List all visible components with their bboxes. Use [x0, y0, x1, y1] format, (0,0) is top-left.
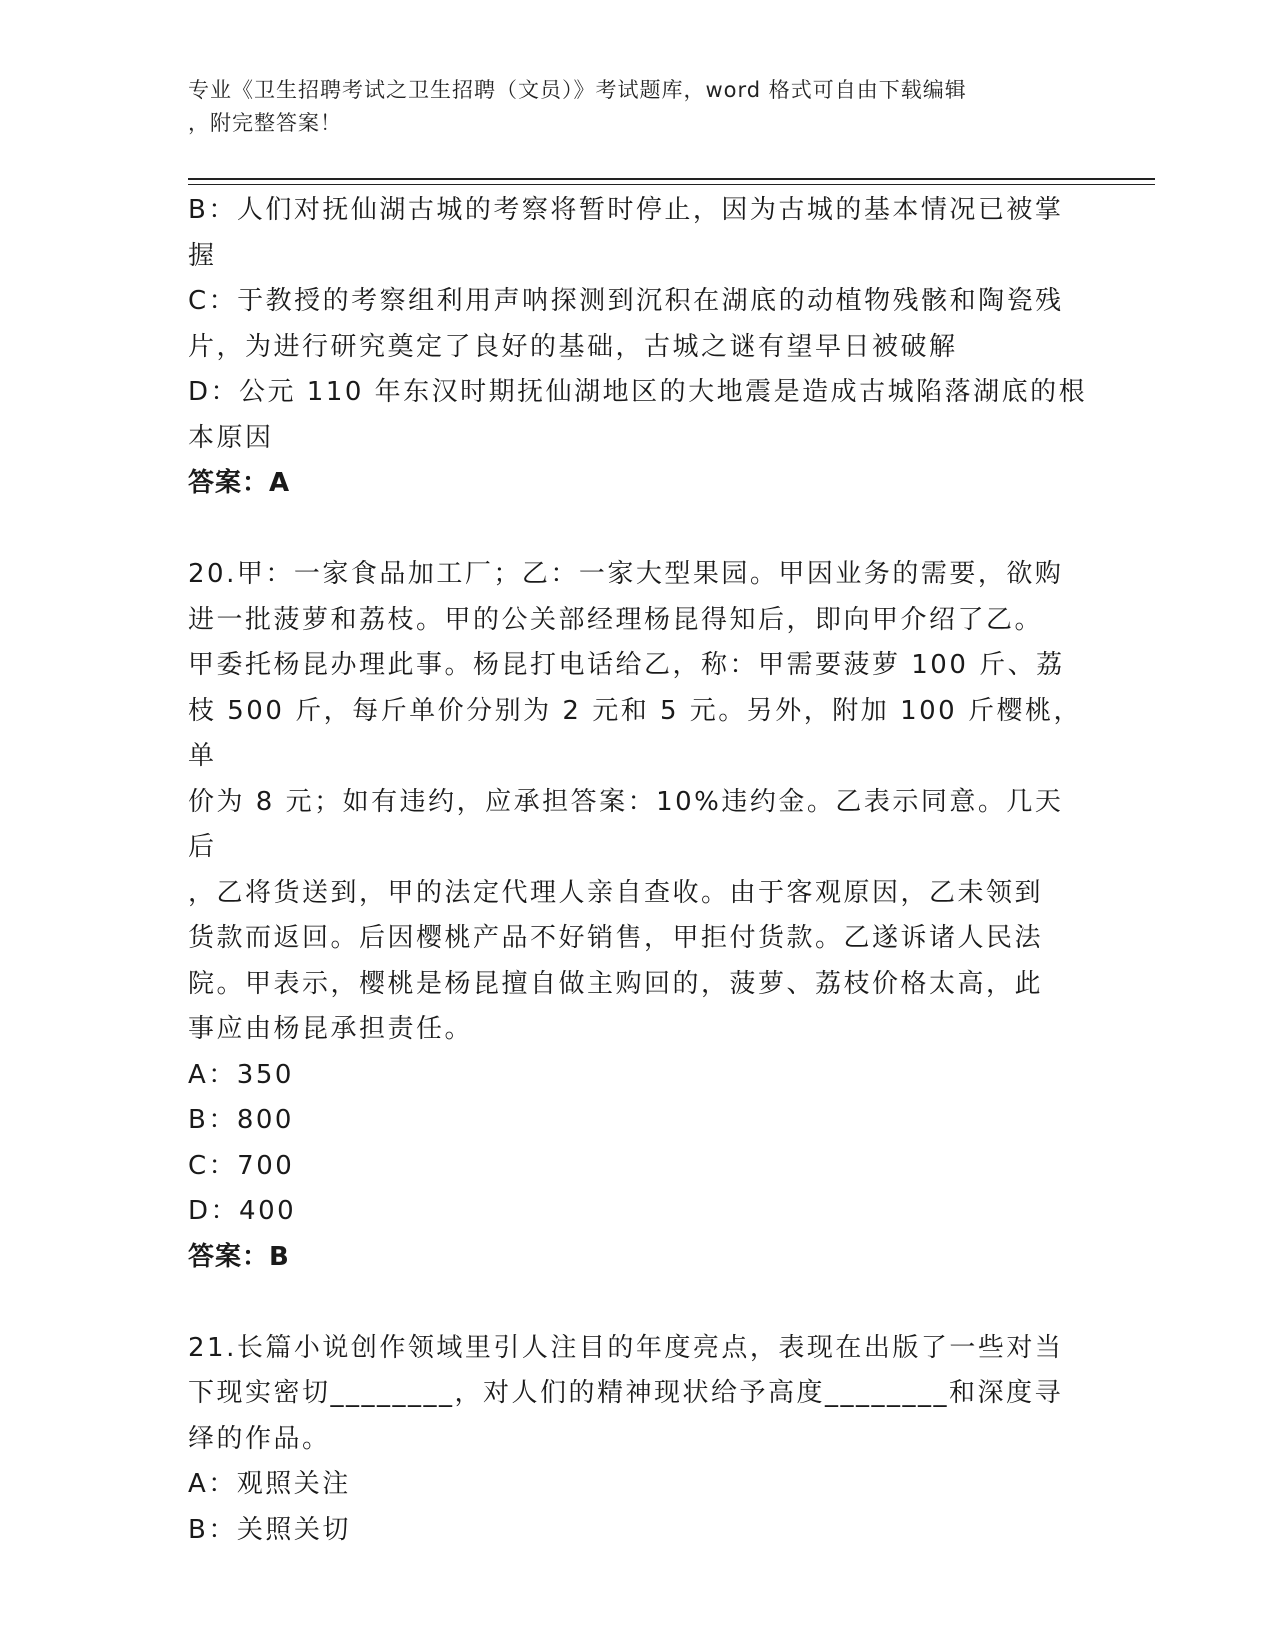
header-divider-thin: [188, 184, 1155, 185]
q20-stem-line: ，乙将货送到，甲的法定代理人亲自查收。由于客观原因，乙未领到: [188, 877, 1044, 908]
q19-option-d-line-1: D：公元 110 年东汉时期抚仙湖地区的大地震是造成古城陷落湖底的根: [188, 377, 1088, 407]
question-21: [188, 1326, 1088, 1554]
q20-stem-line: 枝 500 斤，每斤单价分别为 2 元和 5 元。另外，附加 100 斤樱桃，单: [188, 695, 1082, 771]
q21-stem-line-1: 21.长篇小说创作领域里引人注目的年度亮点，表现在出版了一些对当: [188, 1332, 1064, 1363]
q20-option-a: A：350: [188, 1059, 294, 1090]
q19-option-c-line-2: 片，为进行研究奠定了良好的基础，古城之谜有望早日被破解: [188, 331, 958, 362]
q19-option-c-line-1: C：于教授的考察组利用声呐探测到沉积在湖底的动植物残骸和陶瓷残: [188, 286, 1064, 316]
spacer: [188, 1280, 1088, 1326]
q20-answer: 答案：B: [188, 1241, 290, 1272]
header-line-2: ，附完整答案！: [188, 111, 342, 135]
q20-stem-line: 进一批菠萝和荔枝。甲的公关部经理杨昆得知后，即向甲介绍了乙。: [188, 604, 1044, 635]
question-19-options: [188, 188, 1088, 507]
q19-option-b-line-1: B：人们对抚仙湖古城的考察将暂时停止，因为古城的基本情况已被掌: [188, 195, 1064, 225]
q21-stem-line-3: 绎的作品。: [188, 1423, 331, 1454]
q21-option-a: A：观照关注: [188, 1469, 351, 1499]
q21-stem-line-2: 下现实密切________，对人们的精神现状给予高度________和深度寻: [188, 1378, 1064, 1408]
header-line-1: 专业《卫生招聘考试之卫生招聘（文员）》考试题库，word 格式可自由下载编辑: [188, 78, 967, 102]
page-header: [188, 74, 1068, 140]
q20-stem-line: 价为 8 元；如有违约，应承担答案：10%违约金。乙表示同意。几天后: [188, 786, 1064, 862]
q20-option-d: D：400: [188, 1196, 297, 1226]
q19-option-d-line-2: 本原因: [188, 422, 274, 453]
document-body: [188, 188, 1088, 1553]
q20-stem-line: 20.甲：一家食品加工厂；乙：一家大型果园。甲因业务的需要，欲购: [188, 559, 1064, 589]
q20-stem-line: 甲委托杨昆办理此事。杨昆打电话给乙，称：甲需要菠萝 100 斤、荔: [188, 650, 1065, 680]
q20-stem-line: 货款而返回。后因樱桃产品不好销售，甲拒付货款。乙遂诉诸人民法: [188, 923, 1044, 953]
q19-answer: 答案：A: [188, 468, 291, 498]
question-20: [188, 552, 1088, 1280]
q20-stem-line: 院。甲表示，樱桃是杨昆擅自做主购回的，菠萝、荔枝价格太高，此: [188, 968, 1044, 999]
q21-option-b: B：关照关切: [188, 1514, 351, 1545]
spacer: [188, 507, 1088, 553]
q20-option-c: C：700: [188, 1150, 295, 1181]
q20-stem-line: 事应由杨昆承担责任。: [188, 1014, 474, 1044]
q19-option-b-line-2: 握: [188, 240, 217, 271]
q20-option-b: B：800: [188, 1105, 294, 1135]
header-divider-thick: [188, 178, 1155, 180]
